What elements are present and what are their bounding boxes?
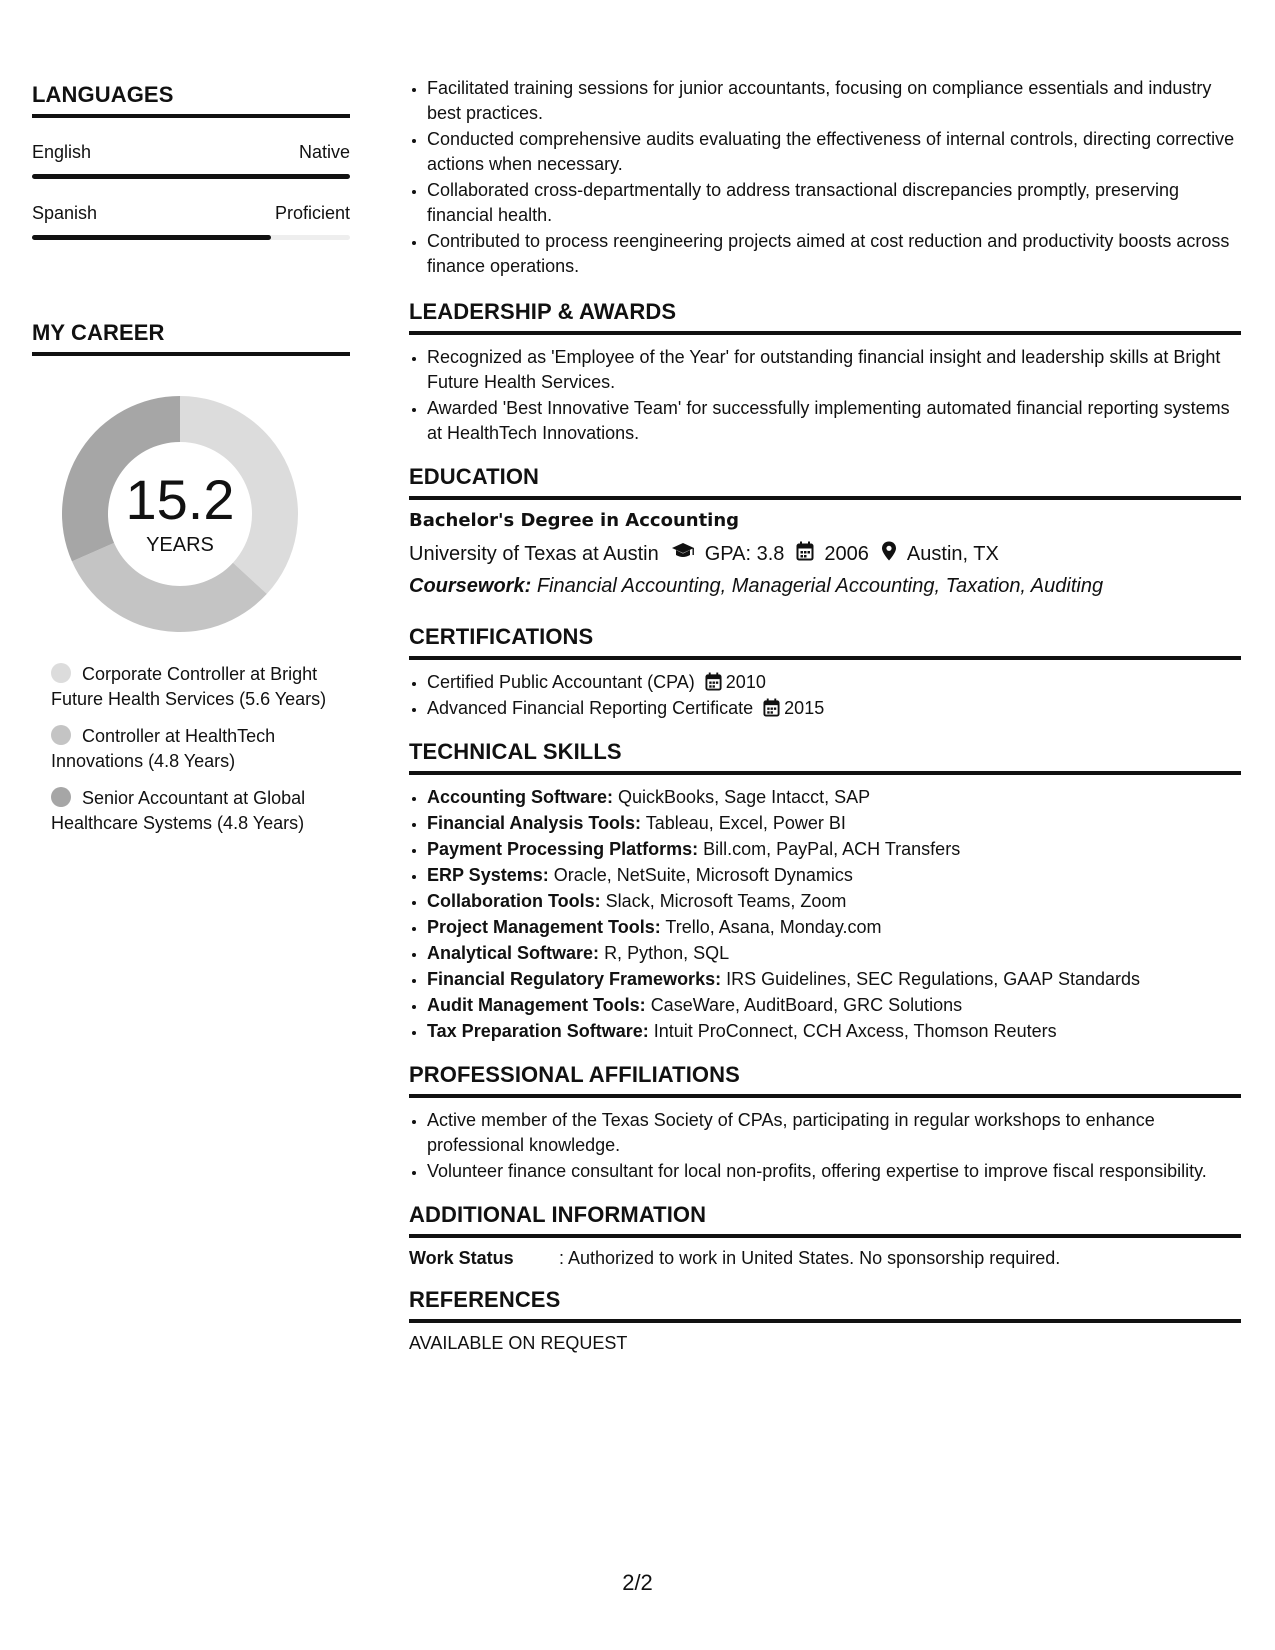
work-status-value: : Authorized to work in United States. No sponsorship required.: [559, 1248, 1061, 1268]
skill-item: [427, 941, 1241, 966]
skill-label: Payment Processing Platforms:: [427, 839, 699, 859]
skill-value: IRS Guidelines, SEC Regulations, GAAP Standards: [726, 969, 1140, 989]
education-section: [409, 464, 1241, 598]
skill-value: QuickBooks, Sage Intacct, SAP: [618, 787, 871, 807]
list-item: • Awarded 'Best Innovative Team' for successfully implementing automated financial reporting systems at HealthTech Innovations.: [427, 396, 1241, 446]
legend-item: [51, 724, 331, 774]
affiliations-title: PROFESSIONAL AFFILIATIONS: [409, 1062, 1241, 1098]
skill-item: [427, 967, 1241, 992]
skill-item: [427, 889, 1241, 914]
language-row: [32, 203, 350, 224]
skill-value: Slack, Microsoft Teams, Zoom: [605, 891, 847, 911]
career-legend: [51, 662, 350, 836]
skill-item: [427, 993, 1241, 1018]
language-level: Native: [298, 142, 350, 162]
donut-center: [56, 390, 304, 638]
legend-item: [51, 786, 331, 836]
certifications-section: [409, 624, 1241, 721]
calendar-icon: [705, 672, 726, 692]
references-title: REFERENCES: [409, 1287, 1241, 1323]
skill-label: Financial Analysis Tools:: [427, 813, 642, 833]
map-pin-icon: [881, 541, 897, 567]
right-column: [409, 76, 1241, 1354]
skill-value: R, Python, SQL: [604, 943, 730, 963]
skills-list: [409, 785, 1241, 1044]
skills-section: [409, 739, 1241, 1044]
language-row: [32, 142, 350, 163]
skill-value: Tableau, Excel, Power BI: [645, 813, 846, 833]
certification-year-wrap: [763, 698, 824, 718]
language-level-bar: [32, 174, 350, 179]
affiliations-list: [409, 1108, 1241, 1184]
legend-label: Controller at HealthTech Innovations (4.8 Years): [51, 726, 276, 771]
languages-title: LANGUAGES: [32, 82, 350, 118]
additional-title: ADDITIONAL INFORMATION: [409, 1202, 1241, 1238]
education-details: [409, 541, 1241, 567]
legend-label: Corporate Controller at Bright Future Health Services (5.6 Years): [51, 664, 327, 709]
career-donut-chart: [56, 390, 304, 638]
skill-value: Trello, Asana, Monday.com: [665, 917, 882, 937]
graduation-cap-icon: [671, 542, 695, 566]
skill-label: Analytical Software:: [427, 943, 600, 963]
skill-item: [427, 863, 1241, 888]
certifications-title: CERTIFICATIONS: [409, 624, 1241, 660]
page-number: 2/2: [622, 1570, 653, 1595]
skill-label: Collaboration Tools:: [427, 891, 601, 911]
language-name: English: [32, 142, 92, 162]
skill-item: [427, 1019, 1241, 1044]
list-item: • Volunteer finance consultant for local non-profits, offering expertise to improve fiscal responsibility.: [427, 1159, 1241, 1184]
skill-item: [427, 785, 1241, 810]
education-year: 2006: [824, 542, 869, 565]
additional-section: [409, 1202, 1241, 1269]
legend-label: Senior Accountant at Global Healthcare Systems (4.8 Years): [51, 788, 306, 833]
certifications-list: [409, 670, 1241, 721]
certification-name: Certified Public Accountant (CPA): [427, 672, 695, 692]
skill-label: Audit Management Tools:: [427, 995, 646, 1015]
certification-item: [427, 670, 1241, 695]
skill-label: ERP Systems:: [427, 865, 549, 885]
coursework-label: Coursework:: [409, 575, 532, 597]
affiliations-section: [409, 1062, 1241, 1184]
education-degree: Bachelor's Degree in Accounting: [409, 510, 740, 531]
career-total-unit: YEARS: [146, 534, 214, 556]
career-total-value: 15.2: [125, 468, 235, 531]
list-item: • Recognized as 'Employee of the Year' for outstanding financial insight and leadership skills at Bright Future Health Services.: [427, 345, 1241, 395]
certification-year: 2015: [784, 698, 825, 718]
list-item: • Contributed to process reengineering projects aimed at cost reduction and productivity boosts across finance operations.: [427, 229, 1241, 279]
skill-label: Tax Preparation Software:: [427, 1021, 649, 1041]
work-status-row: [409, 1248, 1241, 1269]
left-column: [32, 82, 350, 848]
experience-bullets: [409, 76, 1241, 279]
list-item: • Collaborated cross-departmentally to address transactional discrepancies promptly, preserving financial health.: [427, 178, 1241, 228]
certification-year: 2010: [725, 672, 766, 692]
leadership-title: LEADERSHIP & AWARDS: [409, 299, 1241, 335]
work-status-label: Work Status: [409, 1248, 514, 1268]
legend-swatch: [51, 725, 71, 745]
language-level: Proficient: [274, 203, 350, 223]
list-item: • Facilitated training sessions for junior accountants, focusing on compliance essentials and industry best practices.: [427, 76, 1241, 126]
list-item: • Active member of the Texas Society of CPAs, participating in regular workshops to enhance professional knowledge.: [427, 1108, 1241, 1158]
skill-label: Financial Regulatory Frameworks:: [427, 969, 722, 989]
skill-value: Oracle, NetSuite, Microsoft Dynamics: [553, 865, 853, 885]
skill-value: Bill.com, PayPal, ACH Transfers: [703, 839, 961, 859]
languages-list: [32, 142, 350, 240]
language-level-fill: [32, 235, 271, 240]
legend-item: [51, 662, 331, 712]
certification-name: Advanced Financial Reporting Certificate: [427, 698, 754, 718]
education-location: Austin, TX: [906, 542, 999, 565]
language-level-fill: [32, 174, 350, 179]
calendar-icon: [763, 698, 784, 718]
references-section: [409, 1287, 1241, 1354]
skill-item: [427, 915, 1241, 940]
coursework-text: Financial Accounting, Managerial Accounting, Taxation, Auditing: [536, 575, 1104, 597]
education-gpa: GPA: 3.8: [704, 542, 785, 565]
language-level-bar: [32, 235, 350, 240]
education-title: EDUCATION: [409, 464, 1241, 500]
education-school: University of Texas at Austin: [409, 542, 659, 565]
skill-item: [427, 811, 1241, 836]
education-coursework: [409, 575, 1241, 598]
skill-value: Intuit ProConnect, CCH Axcess, Thomson Reuters: [653, 1021, 1057, 1041]
leadership-section: [409, 299, 1241, 446]
skill-item: [427, 837, 1241, 862]
skill-label: Project Management Tools:: [427, 917, 661, 937]
career-title: MY CAREER: [32, 320, 350, 356]
certification-year-wrap: [705, 672, 766, 692]
leadership-list: [409, 345, 1241, 446]
references-text: AVAILABLE ON REQUEST: [409, 1333, 628, 1353]
calendar-icon: [796, 541, 814, 567]
legend-swatch: [51, 787, 71, 807]
skill-label: Accounting Software:: [427, 787, 614, 807]
legend-swatch: [51, 663, 71, 683]
certification-item: [427, 696, 1241, 721]
language-name: Spanish: [32, 203, 98, 223]
skill-value: CaseWare, AuditBoard, GRC Solutions: [650, 995, 963, 1015]
list-item: • Conducted comprehensive audits evaluating the effectiveness of internal controls, directing corrective actions when necessary.: [427, 127, 1241, 177]
skills-title: TECHNICAL SKILLS: [409, 739, 1241, 775]
